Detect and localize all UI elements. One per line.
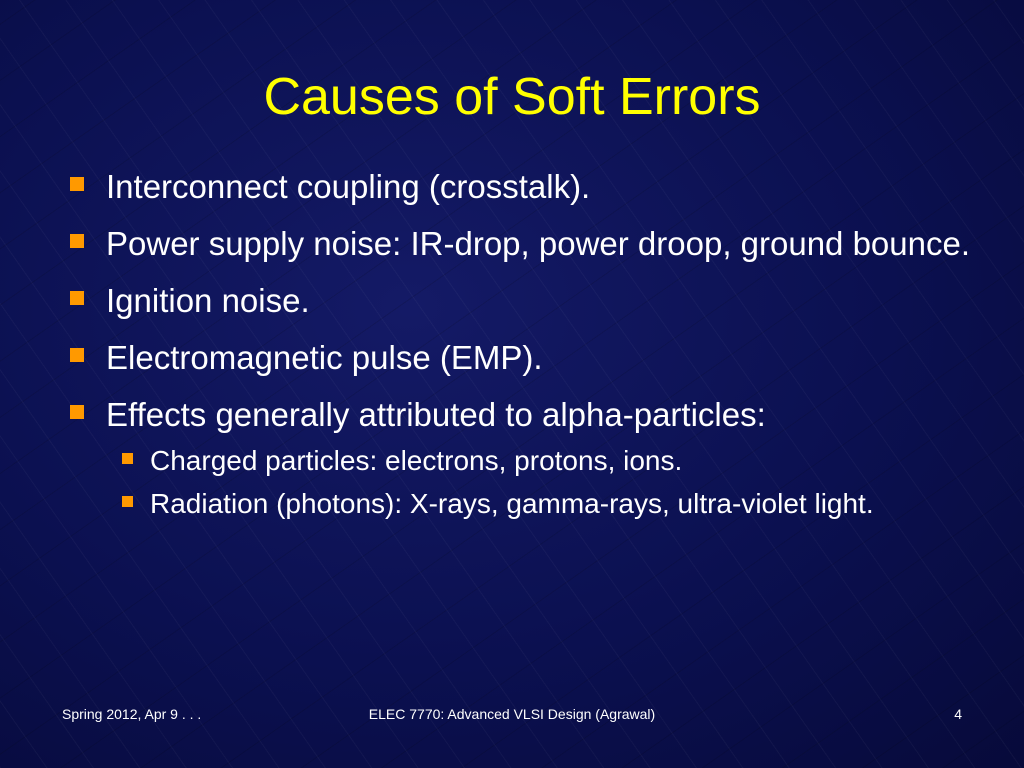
bullet-text: Ignition noise.	[106, 282, 310, 319]
square-bullet-icon	[70, 177, 84, 191]
bullet-item	[70, 164, 970, 210]
bullet-text: Interconnect coupling (crosstalk).	[106, 168, 591, 205]
square-bullet-icon	[70, 234, 84, 248]
sub-bullet-text: Charged particles: electrons, protons, ions.	[150, 445, 683, 476]
sub-bullet-list	[70, 442, 970, 522]
bullet-text: Effects generally attributed to alpha-particles:	[106, 396, 766, 433]
slide-title: Causes of Soft Errors	[263, 68, 761, 126]
bullet-item	[70, 221, 970, 267]
square-bullet-icon	[122, 453, 133, 464]
sub-bullet-group	[70, 442, 970, 522]
footer-date: Spring 2012, Apr 9 . . .	[62, 706, 202, 722]
bullet-text: Power supply noise: IR-drop, power droop, ground bounce.	[106, 225, 971, 262]
square-bullet-icon	[70, 291, 84, 305]
page-number: 4	[954, 706, 962, 722]
bullet-item	[70, 335, 970, 381]
bullet-item	[70, 392, 970, 438]
sub-bullet-item	[70, 485, 970, 522]
sub-bullet-text: Radiation (photons): X-rays, gamma-rays, ultra-violet light.	[150, 488, 874, 519]
sub-bullet-item	[70, 442, 970, 479]
square-bullet-icon	[70, 405, 84, 419]
footer-course: ELEC 7770: Advanced VLSI Design (Agrawal)	[368, 706, 656, 722]
bullet-text: Electromagnetic pulse (EMP).	[106, 339, 543, 376]
bullet-item	[70, 278, 970, 324]
bullet-list	[70, 164, 970, 528]
square-bullet-icon	[122, 496, 133, 507]
square-bullet-icon	[70, 348, 84, 362]
